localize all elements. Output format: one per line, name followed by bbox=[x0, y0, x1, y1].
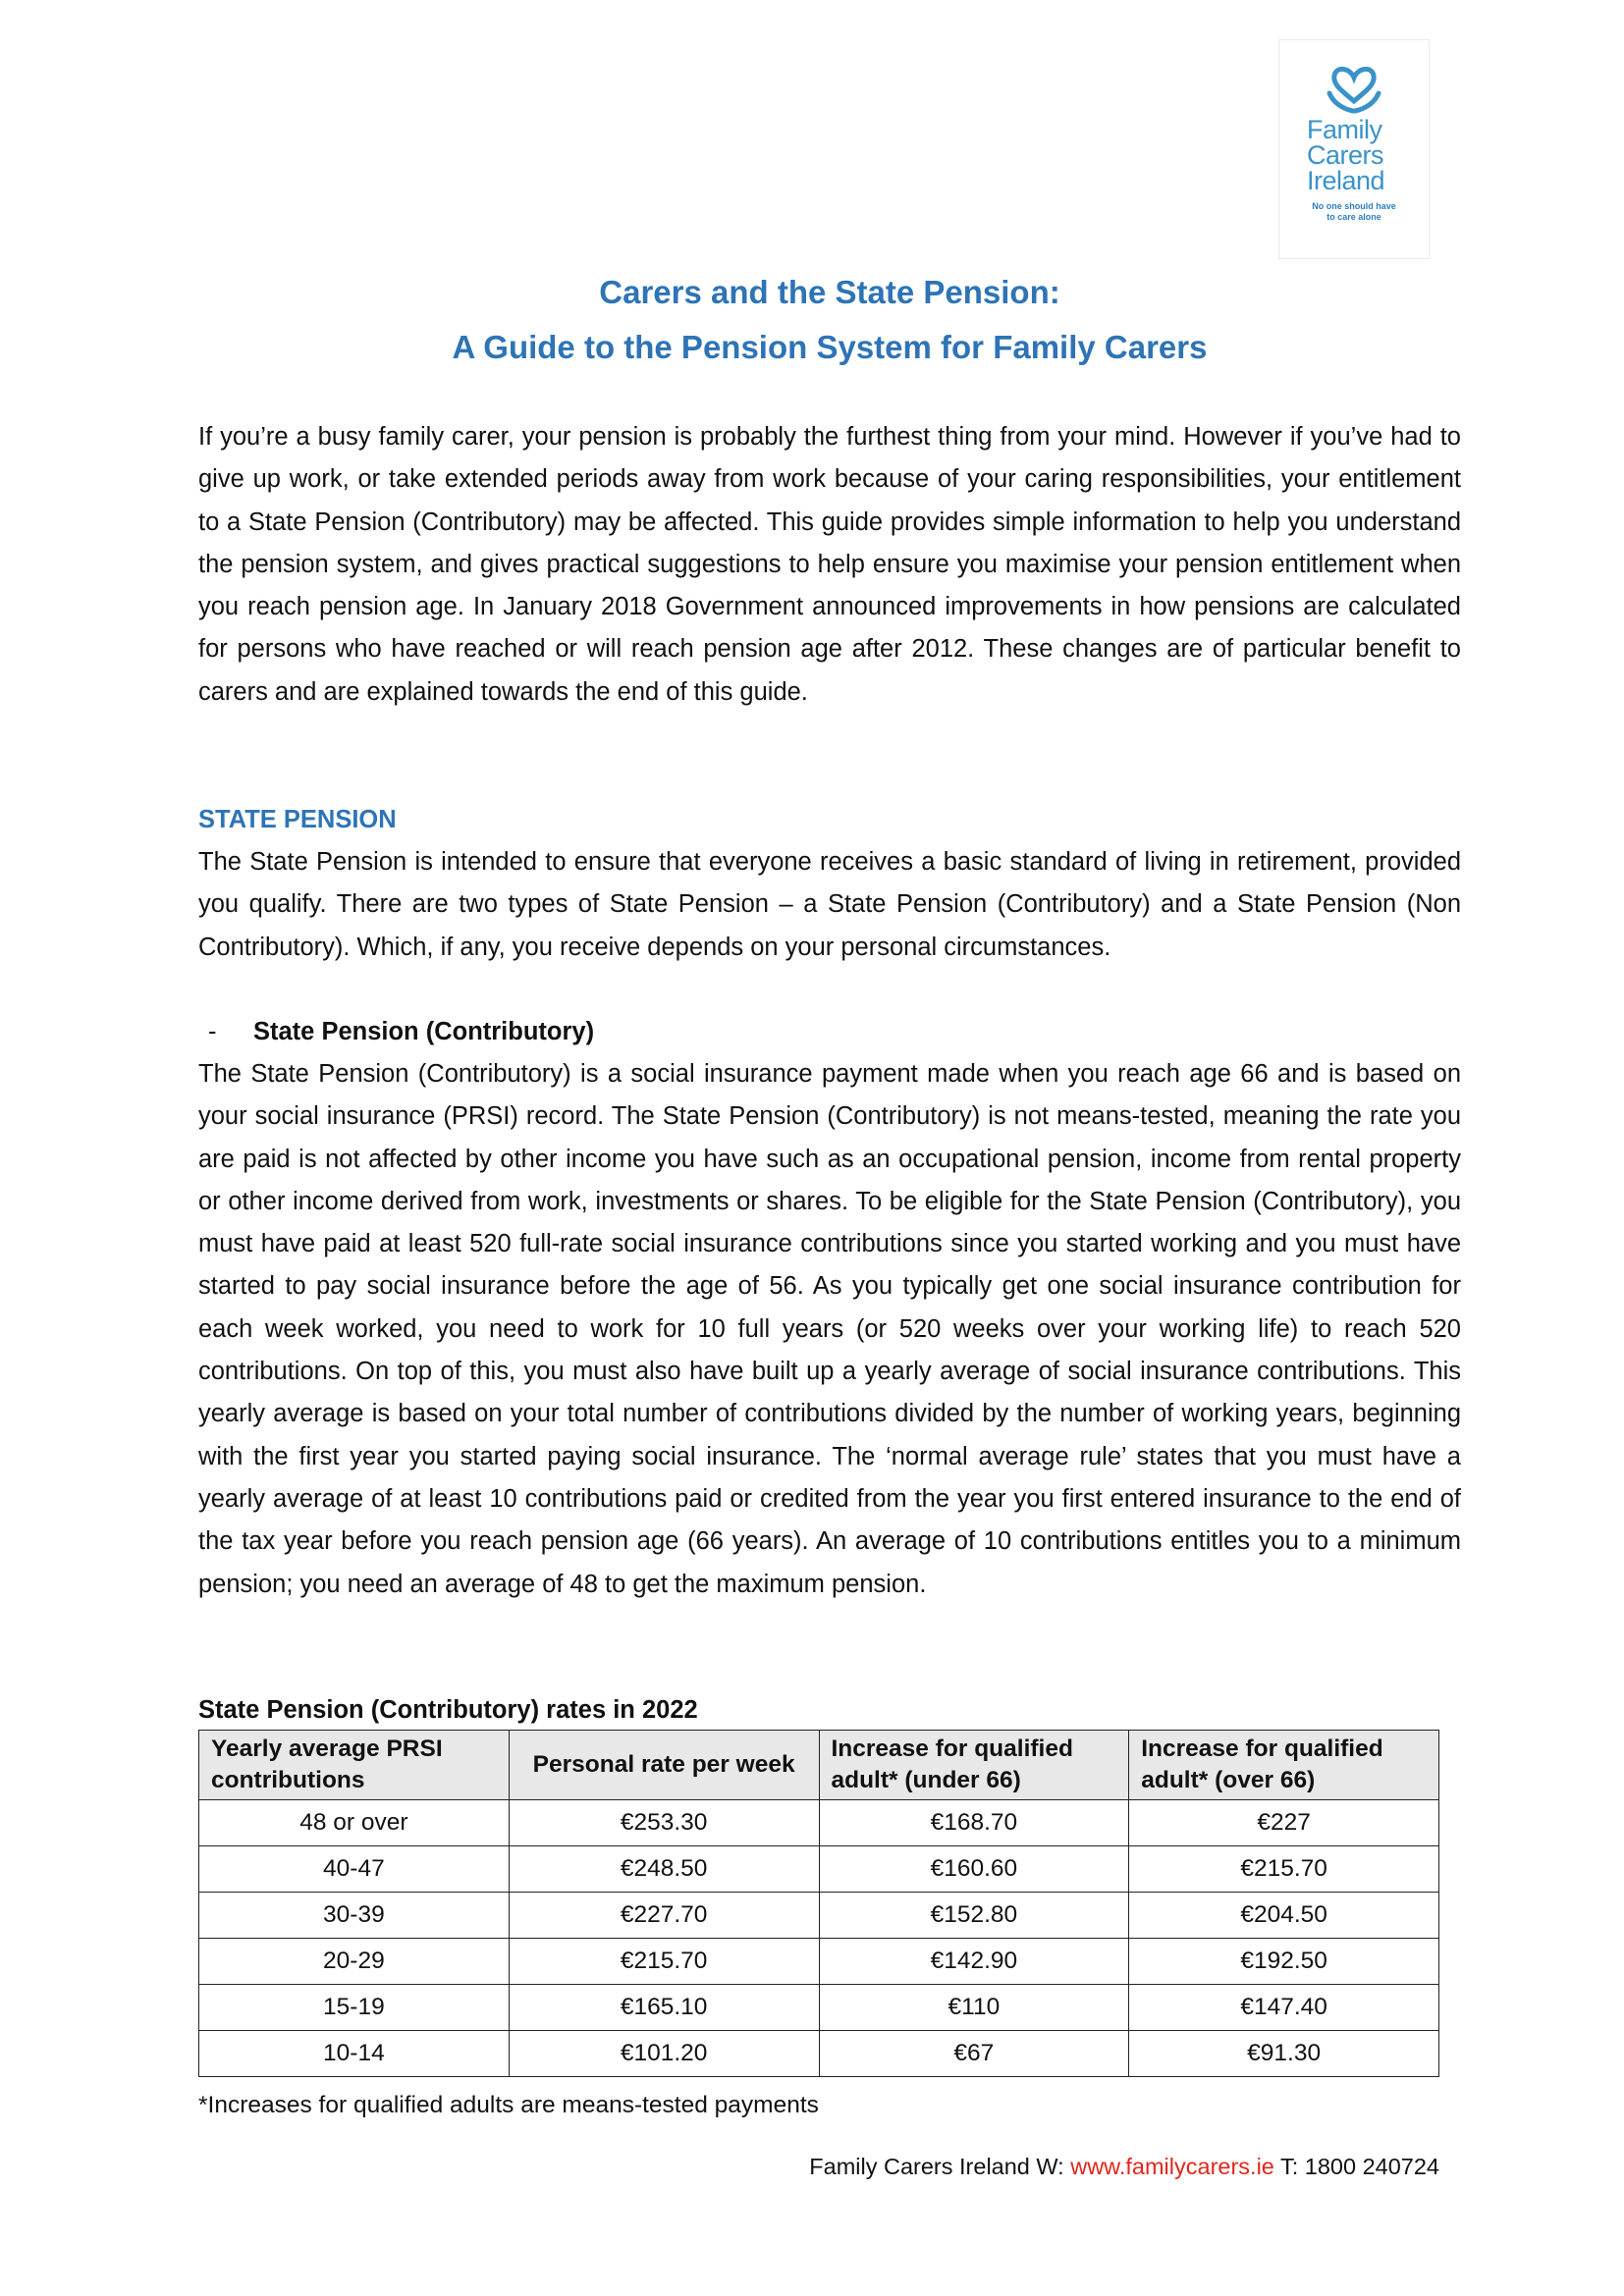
table-header-cell: Personal rate per week bbox=[509, 1731, 819, 1800]
table-cell: 30-39 bbox=[199, 1893, 510, 1939]
table-cell: 48 or over bbox=[199, 1800, 510, 1846]
table-cell: €91.30 bbox=[1129, 2031, 1439, 2077]
table-header-cell: Increase for qualified adult* (over 66) bbox=[1129, 1731, 1439, 1800]
table-row bbox=[199, 1800, 1439, 1846]
table-row bbox=[199, 1893, 1439, 1939]
table-cell: €227.70 bbox=[509, 1893, 819, 1939]
table-row bbox=[199, 1846, 1439, 1893]
table-header-cell: Increase for qualified adult* (under 66) bbox=[819, 1731, 1129, 1800]
table-cell: 20-29 bbox=[199, 1939, 510, 1985]
table-cell: €67 bbox=[819, 2031, 1129, 2077]
table-cell: €215.70 bbox=[1129, 1846, 1439, 1893]
state-pension-paragraph: The State Pension is intended to ensure that everyone receives a basic standard of living in retirement, provided you qualify. There are two types of State Pension – a State Pension (Contributory) and a State Pension (Non Contributory). Which, if any, you receive depends on your personal circumstances. bbox=[198, 848, 1461, 961]
table-cell: €110 bbox=[819, 1985, 1129, 2031]
footer-prefix: Family Carers Ireland W: bbox=[809, 2154, 1071, 2179]
table-cell: €192.50 bbox=[1129, 1939, 1439, 1985]
page-footer bbox=[809, 2150, 1439, 2183]
state-pension-heading: STATE PENSION bbox=[198, 806, 397, 833]
logo-text-ireland: Ireland bbox=[1307, 166, 1385, 195]
list-dash: - bbox=[208, 1018, 217, 1045]
footer-phone: T: 1800 240724 bbox=[1273, 2154, 1439, 2179]
logo-tagline-line2: to care alone bbox=[1326, 212, 1381, 222]
logo-tagline-line1: No one should have bbox=[1312, 201, 1396, 211]
logo-tagline bbox=[1279, 201, 1429, 223]
table-cell: €204.50 bbox=[1129, 1893, 1439, 1939]
table-footnote: *Increases for qualified adults are means-tested payments bbox=[198, 2092, 819, 2118]
heart-hands-icon bbox=[1324, 60, 1384, 117]
rates-table bbox=[198, 1730, 1439, 2077]
table-cell: €147.40 bbox=[1129, 1985, 1439, 2031]
contributory-paragraph: The State Pension (Contributory) is a social insurance payment made when you reach age 66 and is based on your social insurance (PRSI) record. The State Pension (Contributory) is not means-tested, meaning the rate you are paid is not affected by other income you have such as an occupational pension, income from rental property or other income derived from work, investments or shares. To be eligible for the State Pension (Contributory), you must have paid at least 520 full-rate social insurance contributions since you started working and you must have started to pay social insurance before the age of 56. As you typically get one social insurance contribution for each week worked, you need to work for 10 full years (or 520 weeks over your working life) to reach 520 contributions. On top of this, you must also have built up a yearly average of social insurance contributions. This yearly average is based on your total number of contributions divided by the number of working years, beginning with the first year you started paying social insurance. The ‘normal average rule’ states that you must have a yearly average of at least 10 contributions paid or credited from the year you first entered insurance to the end of the tax year before you reach pension age (66 years). An average of 10 contributions entitles you to a minimum pension; you need an average of 48 to get the maximum pension. bbox=[198, 1060, 1461, 1598]
table-header-row bbox=[199, 1731, 1439, 1800]
website-link[interactable]: www.familycarers.ie bbox=[1070, 2154, 1274, 2179]
table-cell: 15-19 bbox=[199, 1985, 510, 2031]
page-title-line1: Carers and the State Pension: bbox=[599, 274, 1060, 310]
table-row bbox=[199, 2031, 1439, 2077]
table-cell: €215.70 bbox=[509, 1939, 819, 1985]
page-title-line2: A Guide to the Pension System for Family Carers bbox=[452, 329, 1208, 365]
family-carers-ireland-logo bbox=[1278, 39, 1430, 259]
table-cell: €160.60 bbox=[819, 1846, 1129, 1893]
contributory-heading-label: State Pension (Contributory) bbox=[253, 1018, 595, 1045]
table-cell: €152.80 bbox=[819, 1893, 1129, 1939]
rates-table-title: State Pension (Contributory) rates in 2022 bbox=[198, 1696, 698, 1724]
table-row bbox=[199, 1985, 1439, 2031]
table-cell: €227 bbox=[1129, 1800, 1439, 1846]
table-cell: €101.20 bbox=[509, 2031, 819, 2077]
table-cell: €142.90 bbox=[819, 1939, 1129, 1985]
table-cell: 40-47 bbox=[199, 1846, 510, 1893]
table-cell: €168.70 bbox=[819, 1800, 1129, 1846]
table-cell: €253.30 bbox=[509, 1800, 819, 1846]
intro-paragraph: If you’re a busy family carer, your pension is probably the furthest thing from your mind. However if you’ve had to give up work, or take extended periods away from work because of your caring responsibilities, your entitlement to a State Pension (Contributory) may be affected. This guide provides simple information to help you understand the pension system, and gives practical suggestions to help ensure you maximise your pension entitlement when you reach pension age. In January 2018 Government announced improvements in how pensions are calculated for persons who have reached or will reach pension age after 2012. These changes are of particular benefit to carers and are explained towards the end of this guide. bbox=[198, 423, 1461, 706]
contributory-subheading bbox=[198, 1011, 594, 1053]
table-row bbox=[199, 1939, 1439, 1985]
table-cell: 10-14 bbox=[199, 2031, 510, 2077]
table-cell: €248.50 bbox=[509, 1846, 819, 1893]
table-header-cell: Yearly average PRSI contributions bbox=[199, 1731, 510, 1800]
logo-text-family: Family bbox=[1307, 115, 1382, 144]
table-cell: €165.10 bbox=[509, 1985, 819, 2031]
logo-text-carers: Carers bbox=[1307, 140, 1384, 170]
